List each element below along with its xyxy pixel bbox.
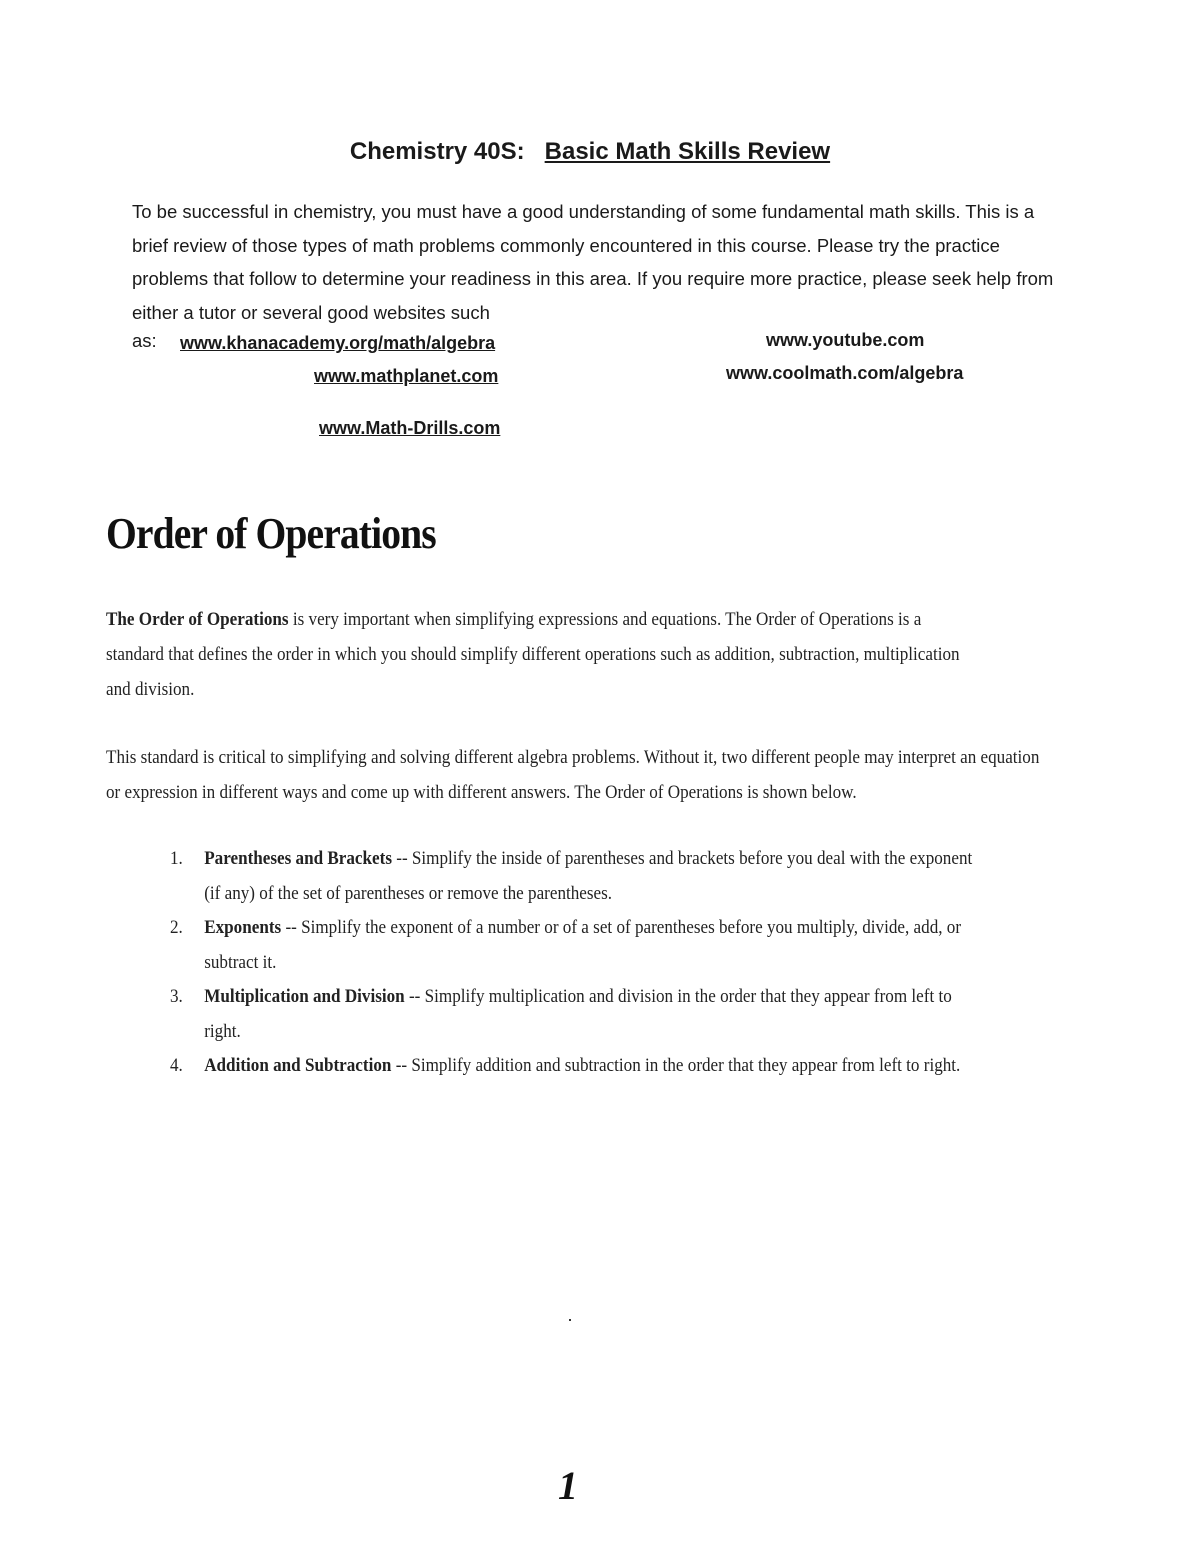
page-number: 1 — [558, 1463, 578, 1508]
link-mathplanet[interactable]: www.mathplanet.com — [314, 366, 499, 386]
page-title — [0, 138, 1180, 166]
step-description: -- Simplify the inside of parentheses and brackets before you deal with the exponent (if any) of the set of parentheses or remove the parentheses. — [204, 848, 973, 904]
list-item — [170, 1049, 980, 1084]
link-mathdrills[interactable]: www.Math-Drills.com — [319, 418, 501, 438]
step-term: Multiplication and Division — [204, 986, 405, 1007]
as-label: as: — [132, 330, 157, 351]
step-number: 1. — [170, 848, 183, 869]
step-term: Addition and Subtraction — [204, 1055, 392, 1076]
step-number: 4. — [170, 1055, 183, 1076]
step-term: Parentheses and Brackets — [204, 848, 392, 869]
step-description: -- Simplify addition and subtraction in the order that they appear from left to right. — [391, 1055, 961, 1076]
intro-paragraph: To be successful in chemistry, you must have a good understanding of some fundamental math skills. This is a brief review of those types of math problems commonly encountered in this course. Please try the practice problems that follow to determine your readiness in this area. If you require more practice, please seek help from either a tutor or several good websites such — [132, 201, 1054, 323]
section-heading: Order of Operations — [106, 509, 436, 558]
paragraph-order-definition — [106, 602, 970, 707]
list-item — [170, 911, 980, 980]
paragraph-importance: This standard is critical to simplifying and solving different algebra problems. Without it, two different people may interpret an equation or expression in different ways and come up with different answers. The Order of Operations is shown below. — [106, 747, 1040, 803]
list-item — [170, 842, 980, 911]
order-steps-list — [170, 842, 980, 1084]
paragraph-bold-term: The Order of Operations — [106, 609, 289, 630]
list-item — [170, 980, 980, 1049]
step-number: 3. — [170, 986, 183, 1007]
step-term: Exponents — [204, 917, 282, 938]
scan-speck — [569, 1319, 571, 1321]
step-description: -- Simplify multiplication and division in the order that they appear from left to right. — [204, 986, 952, 1042]
title-underlined: Basic Math Skills Review — [544, 138, 831, 165]
title-prefix: Chemistry 40S: — [349, 138, 525, 165]
link-khanacademy[interactable]: www.khanacademy.org/math/algebra — [180, 333, 496, 353]
paragraph-text: is very important when simplifying expressions and equations. The Order of Operations is a standard that defines the order in which you should simplify different operations such as addition, subtraction, multiplication and division. — [106, 609, 960, 700]
step-number: 2. — [170, 917, 183, 938]
link-youtube[interactable]: www.youtube.com — [766, 330, 925, 350]
link-coolmath[interactable]: www.coolmath.com/algebra — [726, 363, 964, 383]
step-description: -- Simplify the exponent of a number or of a set of parentheses before you multiply, divide, add, or subtract it. — [204, 917, 962, 973]
